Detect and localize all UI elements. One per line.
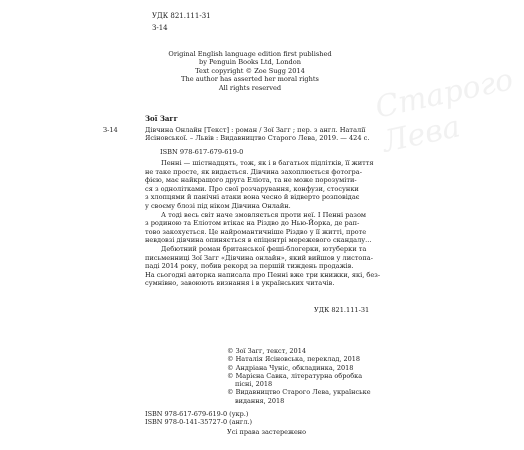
rights-reserved: Усі права застережено [227,428,307,436]
copyright-line: © Зої Загг, текст, 2014 [227,347,306,355]
original-edition-line: Original English language edition first published [168,50,332,58]
annotation [145,159,381,288]
annotation-line: паді 2014 року, побив рекорд за першій тиждень продажів. [145,262,354,271]
annotation-paragraph [145,159,378,211]
annotation-line: письменниці Зої Загг «Дівчина онлайн», який вийшов у листопа- [145,253,373,262]
annotation-line: з хлопцями й панічні атаки вона чесно й відверто розповідає [145,193,360,202]
catalog-isbn: ISBN 978-617-679-619-0 [160,148,244,156]
isbn-list [145,410,252,427]
copyright-line: © Марієна Савка, літературна обробка [227,371,363,380]
copyright-line: видання, 2018 [235,396,285,405]
copyright-notices [227,347,371,405]
original-edition-line: All rights reserved [218,83,282,92]
annotation-line: Пенні — шістнадцять, тож, як і в багатьох підлітків, її життя [161,159,374,167]
watermark-logo: Старого Лева [372,62,517,160]
copyright-line: пісні, 2018 [235,380,273,389]
catalog-description [145,126,377,143]
copyright-line: © Видавництво Старого Лева, українське [227,388,371,397]
original-edition-block [0,50,500,92]
original-edition-line: The author has asserted her moral rights [181,75,319,84]
author-mark-top: З-14 [152,24,168,32]
annotation-paragraph [145,211,378,245]
copyright-line: © Андріана Чуніс, обкладинка, 2018 [227,363,354,372]
annotation-line: сумнівно, завоюють визнання і в українських читачів. [145,279,335,288]
catalog-author: Зої Загг [145,114,178,123]
original-edition-line: Text copyright © Zoe Sugg 2014 [195,66,305,75]
annotation-line: не таке просте, як видається. Дівчина захоплюється фотогра- [145,167,362,176]
catalog-description-line: Ясіновської. – Львів : Видавництво Старого Лева, 2019. — 424 с. [145,134,370,143]
catalog-author-mark: З-14 [103,126,118,134]
annotation-line: фією, має найкращого друга Еліота, та не може порозуміти- [145,176,357,185]
udk-code-top: УДК 821.111-31 [152,12,211,20]
annotation-line: Дебютний роман британської феші-блогерки, ютуберки та [161,244,367,253]
udk-code-bottom: УДК 821.111-31 [314,306,370,314]
annotation-line: невдовзі дівчина опиняється в епіцентрі мережевого скандалу... [145,236,372,245]
annotation-line: у своєму блозі під ніком Дівчина Онлайн. [145,201,291,210]
isbn-line: ISBN 978-0-141-35727-0 (англ.) [145,418,253,427]
copyright-line: © Наталія Ясіновська, переклад, 2018 [227,355,361,364]
catalog-description-line: Дівчина Онлайн [Текст] : роман / Зої Загг ; пер. з англ. Наталії [145,126,366,134]
annotation-paragraph [145,244,381,288]
annotation-line: ся з однолітками. Про свої розчарування, конфузи, стосунки [145,184,359,193]
annotation-line: На сьогодні авторка написала про Пенні вже три книжки, які, без- [145,270,381,279]
original-edition-line: by Penguin Books Ltd, London [199,58,301,67]
annotation-line: з родиною та Еліотом втікає на Різдво до Нью-Йорка, де рап- [145,219,360,228]
annotation-line: тово закохується. Це найромантичніше Різдво у її житті, проте [145,227,367,236]
annotation-line: А тоді весь світ наче змовляється проти неї. І Пенні разом [161,210,367,219]
isbn-line: ISBN 978-617-679-619-0 (укр.) [145,410,249,418]
